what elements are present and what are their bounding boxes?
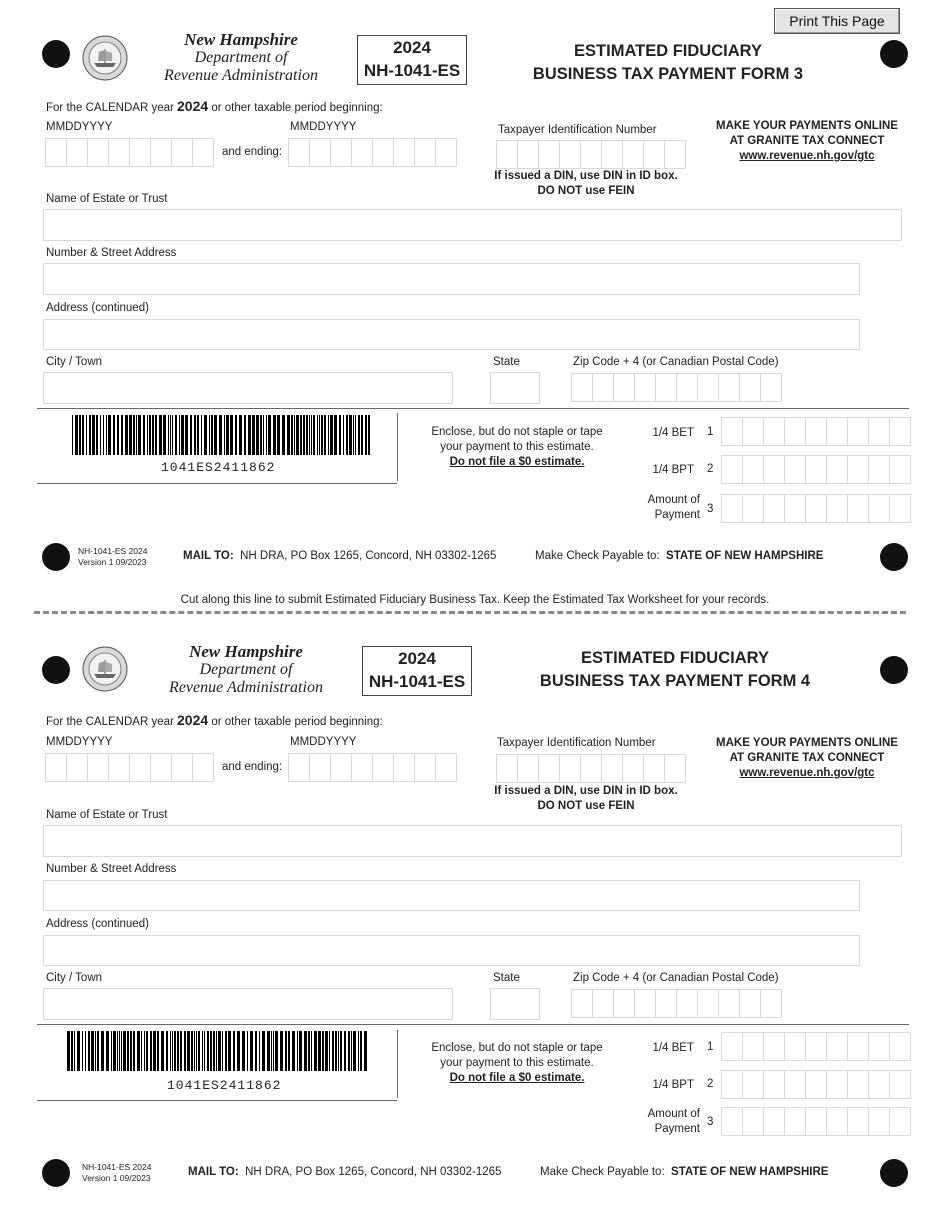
state-label: State: [493, 356, 520, 368]
and-ending-label: and ending:: [222, 761, 283, 773]
payable-to: Make Check Payable to: STATE OF NEW HAMPSHIRE: [540, 1166, 829, 1178]
line-2-label: 1/4 BPT: [652, 1079, 694, 1091]
registration-dot: [880, 543, 908, 571]
begin-date-input[interactable]: [45, 753, 214, 782]
divider: [37, 1100, 397, 1101]
cut-instruction: Cut along this line to submit Estimated Fiduciary Business Tax. Keep the Estimated Tax Worksheet for your records.: [180, 594, 770, 606]
registration-dot: [880, 656, 908, 684]
barcode-number: 1041ES2411862: [161, 460, 276, 475]
form-number: NH-1041-ES: [368, 672, 466, 691]
form-title-line-2: BUSINESS TAX PAYMENT FORM 3: [532, 65, 804, 83]
line-2-number: 2: [707, 463, 714, 475]
zip-input[interactable]: [571, 989, 782, 1018]
tin-label: Taxpayer Identification Number: [497, 737, 656, 749]
line-3-label: Amount of Payment: [647, 1108, 700, 1135]
city-label: City / Town: [46, 972, 103, 984]
form-version: NH-1041-ES 2024 Version 1 09/2023: [78, 546, 148, 567]
barcode: [67, 1031, 369, 1071]
payable-to: Make Check Payable to: STATE OF NEW HAMPSHIRE: [535, 550, 824, 562]
gtc-link[interactable]: www.revenue.nh.gov/gtc: [739, 150, 875, 162]
line-2-label: 1/4 BPT: [652, 464, 694, 476]
end-date-label: MMDDYYYY: [290, 121, 357, 133]
end-date-label: MMDDYYYY: [290, 736, 357, 748]
agency-line-1: New Hampshire: [184, 30, 298, 49]
address-continued-input[interactable]: [43, 319, 860, 350]
address-continued-input[interactable]: [43, 935, 860, 966]
form-id-box: [357, 35, 467, 85]
agency-name: [131, 643, 361, 697]
form-year: 2024: [393, 38, 431, 57]
and-ending-label: and ending:: [222, 146, 283, 158]
zip-label: Zip Code + 4 (or Canadian Postal Code): [573, 972, 779, 984]
online-payment-notice: MAKE YOUR PAYMENTS ONLINE AT GRANITE TAX CONNECT www.revenue.nh.gov/gtc: [712, 119, 902, 164]
nh-seal-icon: [82, 35, 128, 81]
din-note: If issued a DIN, use DIN in ID box. DO NOT use FEIN: [494, 170, 678, 197]
estate-name-label: Name of Estate or Trust: [46, 193, 168, 205]
divider: [37, 1024, 909, 1025]
agency-line-2: Department of: [194, 49, 288, 66]
form-year: 2024: [398, 649, 436, 668]
gtc-link[interactable]: www.revenue.nh.gov/gtc: [739, 767, 875, 779]
city-label: City / Town: [46, 356, 103, 368]
agency-line-2: Department of: [199, 661, 293, 678]
agency-line-1: New Hampshire: [189, 642, 303, 661]
agency-name: [126, 31, 356, 85]
agency-line-3: Revenue Administration: [169, 679, 323, 696]
mail-to: MAIL TO: NH DRA, PO Box 1265, Concord, NH 03302-1265: [188, 1166, 502, 1178]
line-2-number: 2: [707, 1078, 714, 1090]
form-title-line-2: BUSINESS TAX PAYMENT FORM 4: [539, 672, 811, 690]
print-page-button[interactable]: Print This Page: [774, 8, 900, 34]
city-input[interactable]: [43, 988, 453, 1020]
line-1-bet-input[interactable]: [721, 417, 911, 446]
line-3-number: 3: [707, 503, 714, 515]
agency-line-3: Revenue Administration: [164, 67, 318, 84]
divider: [37, 408, 909, 409]
city-input[interactable]: [43, 372, 453, 404]
registration-dot: [42, 1159, 70, 1187]
line-3-payment-input[interactable]: [721, 1107, 911, 1136]
barcode-number: 1041ES2411862: [167, 1078, 282, 1093]
tin-input[interactable]: [496, 140, 686, 169]
registration-dot: [42, 543, 70, 571]
tin-input[interactable]: [496, 754, 686, 783]
street-address-input[interactable]: [43, 263, 860, 295]
cut-line: [34, 611, 906, 614]
line-1-number: 1: [707, 1041, 714, 1053]
begin-date-label: MMDDYYYY: [46, 736, 113, 748]
nh-seal-icon: [82, 646, 128, 692]
enclose-note: Enclose, but do not staple or tape your payment to this estimate. Do not file a $0 estimate.: [431, 1042, 603, 1084]
estate-name-input[interactable]: [43, 209, 902, 241]
form-id-box: [362, 646, 472, 696]
taxable-period-text: For the CALENDAR year 2024 or other taxable period beginning:: [46, 98, 383, 114]
form-title-line-1: ESTIMATED FIDUCIARY: [581, 649, 769, 667]
line-3-label: Amount of Payment: [647, 494, 700, 521]
street-address-label: Number & Street Address: [46, 863, 177, 875]
taxable-period-text: For the CALENDAR year 2024 or other taxable period beginning:: [46, 712, 383, 728]
registration-dot: [880, 1159, 908, 1187]
estate-name-label: Name of Estate or Trust: [46, 809, 168, 821]
line-3-payment-input[interactable]: [721, 494, 911, 523]
address-continued-label: Address (continued): [46, 302, 149, 314]
divider: [37, 483, 397, 484]
registration-dot: [42, 40, 70, 68]
enclose-note: Enclose, but do not staple or tape your payment to this estimate. Do not file a $0 estimate.: [431, 426, 603, 468]
end-date-input[interactable]: [288, 753, 457, 782]
address-continued-label: Address (continued): [46, 918, 149, 930]
line-2-bpt-input[interactable]: [721, 1070, 911, 1099]
state-label: State: [493, 972, 520, 984]
barcode: [72, 415, 374, 455]
line-1-label: 1/4 BET: [652, 427, 694, 439]
line-2-bpt-input[interactable]: [721, 455, 911, 484]
divider: [397, 413, 398, 481]
form-title-line-1: ESTIMATED FIDUCIARY: [574, 42, 762, 60]
line-1-number: 1: [707, 426, 714, 438]
zip-label: Zip Code + 4 (or Canadian Postal Code): [573, 356, 779, 368]
begin-date-label: MMDDYYYY: [46, 121, 113, 133]
form-title: [525, 647, 825, 693]
begin-date-input[interactable]: [45, 138, 214, 167]
street-address-label: Number & Street Address: [46, 247, 177, 259]
state-input[interactable]: [490, 988, 540, 1020]
form-version: NH-1041-ES 2024 Version 1 09/2023: [82, 1162, 152, 1183]
state-input[interactable]: [490, 372, 540, 404]
tin-label: Taxpayer Identification Number: [498, 124, 657, 136]
line-1-label: 1/4 BET: [652, 1042, 694, 1054]
street-address-input[interactable]: [43, 880, 860, 911]
registration-dot: [42, 656, 70, 684]
online-payment-notice: MAKE YOUR PAYMENTS ONLINE AT GRANITE TAX CONNECT www.revenue.nh.gov/gtc: [712, 736, 902, 781]
end-date-input[interactable]: [288, 138, 457, 167]
registration-dot: [880, 40, 908, 68]
line-1-bet-input[interactable]: [721, 1032, 911, 1061]
form-number: NH-1041-ES: [363, 61, 461, 80]
divider: [397, 1030, 398, 1098]
form-title: [518, 40, 818, 86]
mail-to: MAIL TO: NH DRA, PO Box 1265, Concord, NH 03302-1265: [183, 550, 497, 562]
line-3-number: 3: [707, 1116, 714, 1128]
zip-input[interactable]: [571, 373, 782, 402]
estate-name-input[interactable]: [43, 825, 902, 857]
din-note: If issued a DIN, use DIN in ID box. DO NOT use FEIN: [494, 785, 678, 812]
